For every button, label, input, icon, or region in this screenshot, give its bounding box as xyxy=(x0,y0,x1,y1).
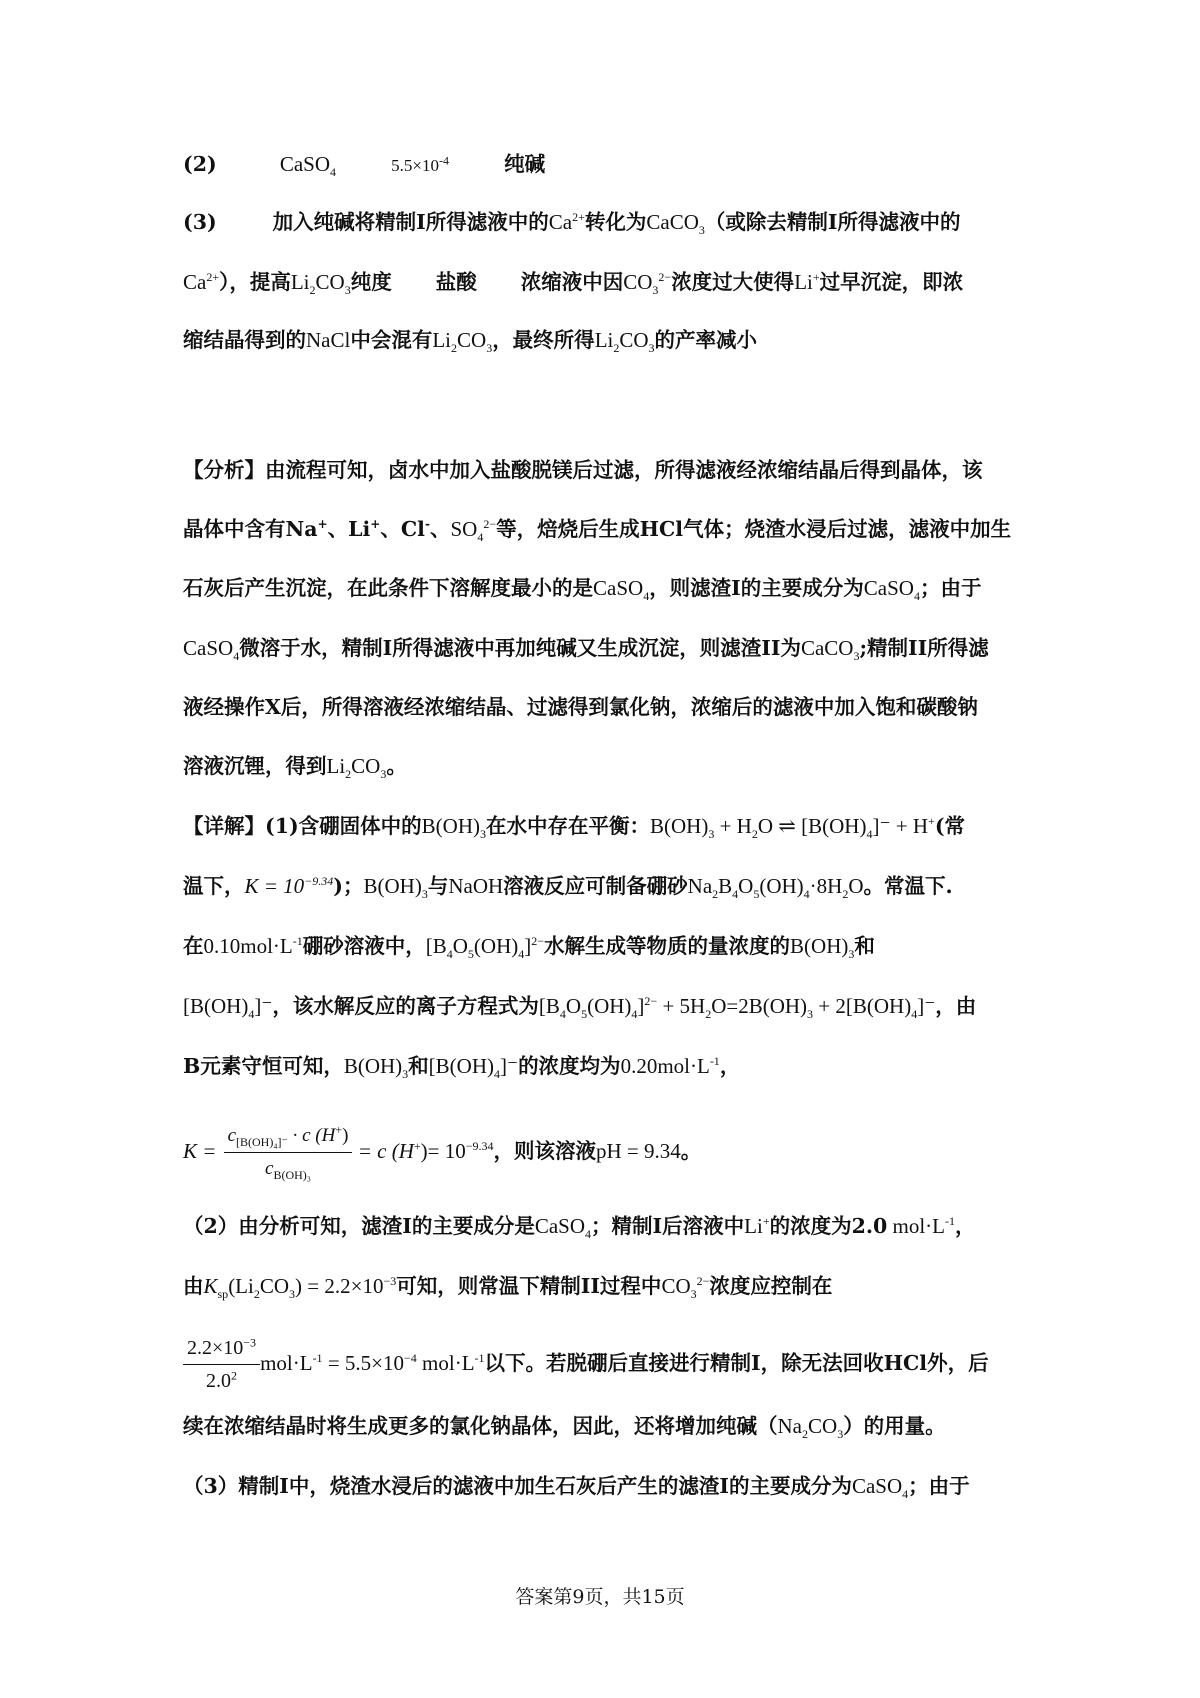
answer-2-line: (2) CaSO$_4$ $5.5\times 10^{-4}$ 纯碱 xyxy=(183,152,546,180)
answer-3-line-3: 缩结晶得到的NaCl中会混有$Li_2CO_3$，最终所得$Li_2CO_3$的产率减小 xyxy=(183,328,758,356)
detail-line-2: 温下，$K = 10^{-9.34}$)；$B(OH)_3$与NaOH溶液反应可制备硼砂$Na_2B_4O_5(OH)_4\cdot 8H_2O$。常温下. xyxy=(183,874,953,902)
answer-2-a2: $5.5\times 10^{-4}$ xyxy=(391,153,449,175)
answer-2-a1: CaSO$_4$ xyxy=(279,152,336,180)
answer-3-line-1: (3) 加入纯碱将精制I所得滤液中的$Ca^{2+}$转化为CaCO$_3$（或除去精制I所得滤液中的 xyxy=(183,210,961,238)
page-footer: 答案第9页，共15页 xyxy=(515,1586,685,1608)
detail-line-10: 续在浓缩结晶时将生成更多的氯化钠晶体，因此，还将增加纯碱$(Na_2CO_3)$的用量。 xyxy=(183,1414,946,1442)
hydrolysis-equation: $[B_4O_5(OH)_4]^{2-} + 5H_2O=2B(OH)_3 + 2[B(OH)_4]^-$ xyxy=(538,994,936,1022)
detail-line-8: 由$K_{sp}(Li_2CO_3) = 2.2\times 10^{-3}$可知，则常温下精制II过程中$CO_3^{2-}$浓度应控制在 xyxy=(183,1274,833,1302)
analysis-line-6: 溶液沉锂，得到$Li_2CO_3$。 xyxy=(183,754,407,782)
detail-line-9: $\frac{2.2\times 10^{-3}}{2.0^2}$ $mol\cdot L^{-1} = 5.5\times 10^{-4}$ $mol\cdot L^{-1}$以下。若脱硼后直接进行精制I，除无法回收HCl外，后 xyxy=(183,1336,989,1393)
borax-formula: $Na_2B_4O_5(OH)_4\cdot 8H_2O$ xyxy=(687,874,864,902)
detail-line-3: 在$0.10mol\cdot L^{-1}$硼砂溶液中，$[B_4O_5(OH)_4]^{2-}$水解生成等物质的量浓度的$B(OH)_3$和 xyxy=(183,934,875,962)
equilibrium-equation: $B(OH)_3 + H_2O$ ⇌ $[B(OH)_4]^- + H^+$ xyxy=(650,814,935,842)
detail-line-6: K = $\frac{c_{[B(OH)_4]^-} \cdot c (H^+)}{c_{B(OH)_3}}$ = c $(H^+)= 10^{-9.34}$，则该溶液pH = 9.34。 xyxy=(183,1122,702,1182)
answer-2-a3: 纯碱 xyxy=(504,152,546,176)
analysis-line-2: 晶体中含有Na+、Li+、Cl-、$SO_4^{2-}$等，焙烧后生成HCl气体；烧渣水浸后过滤，滤液中加生 xyxy=(183,517,1012,545)
analysis-heading: 【分析】 xyxy=(183,458,265,482)
detail-line-11: （3）精制I中，烧渣水浸后的滤液中加生石灰后产生的滤渣I的主要成分为CaSO$_4$；由于 xyxy=(183,1474,970,1502)
analysis-line-1: 【分析】由流程可知，卤水中加入盐酸脱镁后过滤，所得滤液经浓缩结晶后得到晶体，该 xyxy=(183,458,983,482)
detail-line-5: B元素守恒可知，$B(OH)_3$和$[B(OH)_4]^-$的浓度均为$0.20mol\cdot L^{-1}$， xyxy=(183,1054,741,1082)
detail-heading: 【详解】 xyxy=(183,814,265,838)
answer-3-line-2: $Ca^{2+}$），提高$Li_2CO_3$纯度 盐酸 浓缩液中因$CO_3^{2-}$浓度过大使得Li+过早沉淀，即浓 xyxy=(183,270,964,298)
k-fraction: $\frac{c_{[B(OH)_4]^-} \cdot c (H^+)}{c_{B(OH)_3}}$ xyxy=(224,1124,353,1181)
analysis-line-4: CaSO$_4$微溶于水，精制I所得滤液中再加纯碱又生成沉淀，则滤渣II为CaCO$_3$;精制II所得滤 xyxy=(183,636,989,664)
analysis-line-5: 液经操作X后，所得溶液经浓缩结晶、过滤得到氯化钠，浓缩后的滤液中加入饱和碳酸钠 xyxy=(183,695,978,719)
concentration-fraction: $\frac{2.2\times 10^{-3}}{2.0^2}$ xyxy=(183,1336,260,1393)
detail-line-1: 【详解】(1)含硼固体中的$B(OH)_3$在水中存在平衡：$B(OH)_3 + H_2O$ ⇌ $[B(OH)_4]^- + H^+$(常 xyxy=(183,814,966,842)
detail-line-7: （2）由分析可知，滤渣I的主要成分是CaSO$_4$；精制I后溶液中Li+的浓度为2.0 $mol\cdot L^{-1}$， xyxy=(183,1214,976,1242)
detail-line-4: $[B(OH)_4]^-$，该水解反应的离子方程式为$[B_4O_5(OH)_4]^{2-} + 5H_2O=2B(OH)_3 + 2[B(OH)_4]^-$，由 xyxy=(183,994,977,1022)
analysis-line-3: 石灰后产生沉淀，在此条件下溶解度最小的是CaSO$_4$，则滤渣I的主要成分为CaSO$_4$；由于 xyxy=(183,576,982,604)
